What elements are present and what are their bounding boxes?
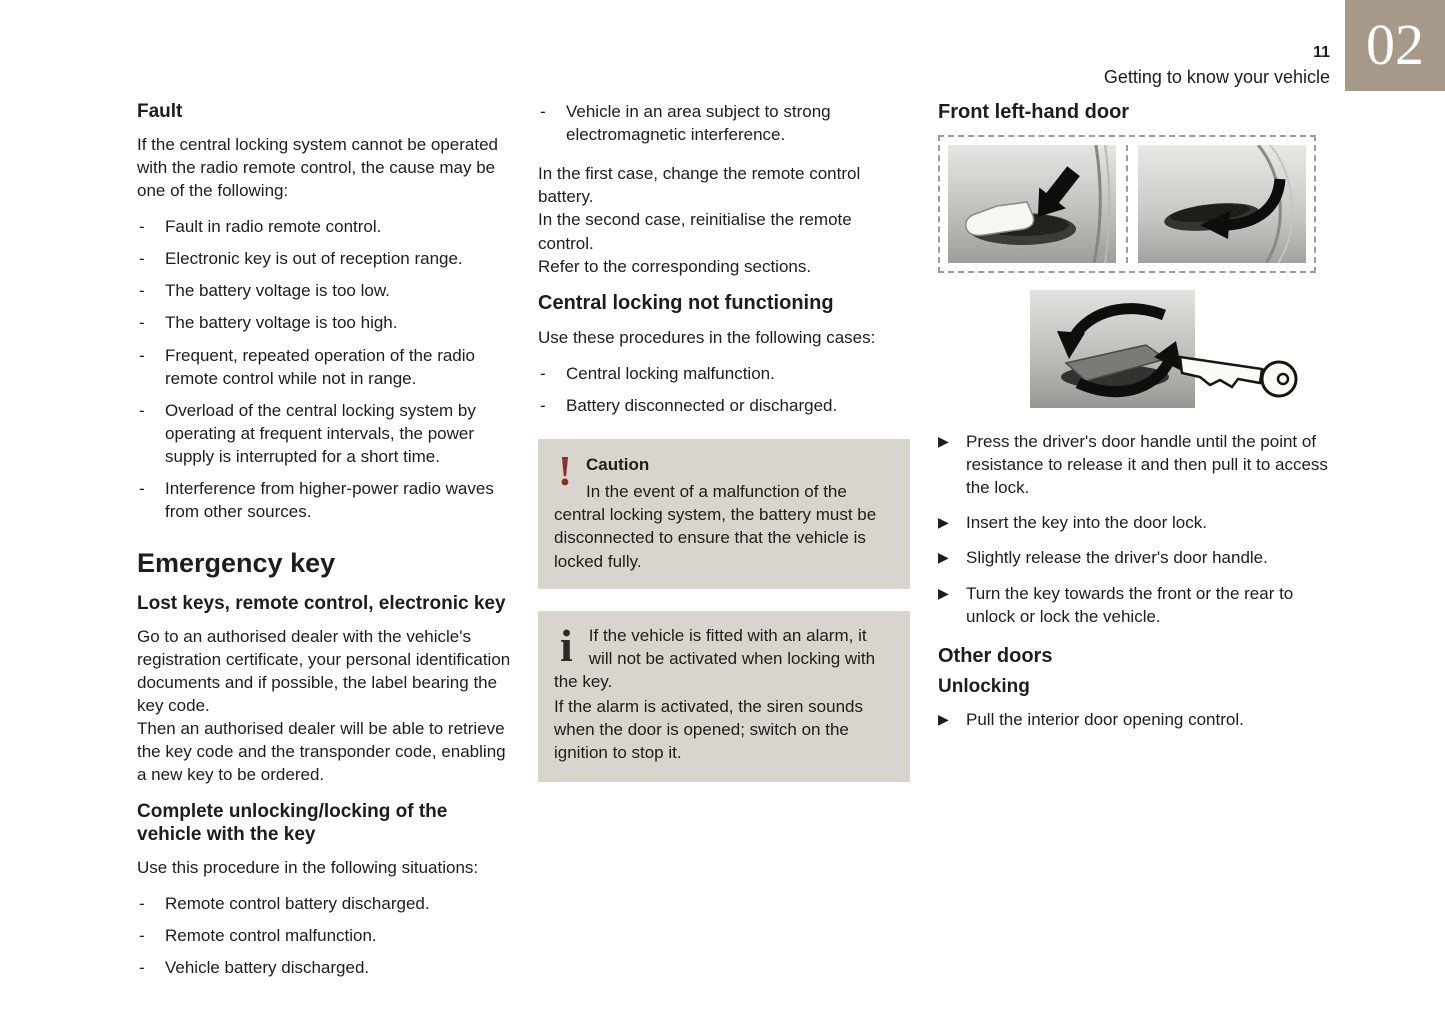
fault-list [137,215,513,523]
remedy-paragraph-1: In the first case, change the remote control battery. [538,164,861,207]
other-doors-heading: Other doors [938,644,1053,667]
caution-title: Caution [586,455,650,475]
door-photos-frame [938,135,1316,273]
press-handle-photo [948,145,1116,263]
complete-unlocking-list [137,892,513,979]
list-item: ▶ Slightly release the driver's door handle. [938,546,1334,569]
chapter-number: 02 [1366,12,1424,78]
caution-text: In the event of a malfunction of the central locking system, the battery must be disconnected to ensure that the vehicle is locked fully. [554,482,877,571]
unlocking-steps [938,708,1334,731]
chapter-tab [1345,0,1445,91]
front-door-steps [938,430,1334,628]
carryover-list [538,100,910,146]
complete-unlocking-intro: Use this procedure in the following situations: [137,858,479,878]
info-box [538,611,910,783]
column-right [938,100,1334,747]
list-item: - Remote control malfunction. [137,924,513,947]
column-middle [538,100,910,782]
list-item: ▶ Pull the interior door opening control. [938,708,1334,731]
page-header-title: Getting to know your vehicle [1103,67,1330,87]
list-item: - Vehicle in an area subject to strong electromagnetic interference. [538,100,910,146]
lost-keys-heading: Lost keys, remote control, electronic key [137,593,506,614]
caution-icon: ! [558,449,572,496]
central-locking-list [538,362,910,417]
list-item: - Central locking malfunction. [538,362,910,385]
list-item: - Battery disconnected or discharged. [538,394,910,417]
caution-box [538,439,910,589]
list-item: - Frequent, repeated operation of the radio remote control while not in range. [137,344,513,390]
page-number: 11 [1313,44,1330,61]
fault-heading: Fault [137,101,183,122]
remedy-paragraph-3: Refer to the corresponding sections. [538,256,812,276]
lost-keys-paragraph-1: Go to an authorised dealer with the vehicle's registration certificate, your personal identification documents and if possible, the label bearing the key code. [137,626,511,716]
unlocking-heading: Unlocking [938,675,1030,697]
pull-handle-photo [1126,145,1306,263]
list-item: - Fault in radio remote control. [137,215,513,238]
remedy-paragraph-2: In the second case, reinitialise the remote control. [538,210,852,253]
list-item: - The battery voltage is too high. [137,311,513,334]
fault-intro: If the central locking system cannot be operated with the radio remote control, the cause may be one of the following: [137,134,498,200]
list-item: ▶ Insert the key into the door lock. [938,511,1334,534]
info-paragraph-1: If the vehicle is fitted with an alarm, it will not be activated when locking with the key. [554,625,876,691]
complete-unlocking-heading: Complete unlocking/locking of the vehicle with the key [137,800,448,846]
turn-key-photo [1030,287,1334,412]
list-item: - Vehicle battery discharged. [137,956,513,979]
lost-keys-paragraph-2: Then an authorised dealer will be able to retrieve the key code and the transponder code, enabling a new key to be ordered. [137,719,506,785]
list-item: - Remote control battery discharged. [137,892,513,915]
info-icon: i [560,619,573,671]
list-item: - The battery voltage is too low. [137,279,513,302]
list-item: ▶ Press the driver's door handle until the point of resistance to release it and then pull it to access the lock. [938,430,1334,499]
central-locking-heading: Central locking not functioning [538,291,834,314]
list-item: ▶ Turn the key towards the front or the rear to unlock or lock the vehicle. [938,582,1334,628]
info-paragraph-2: If the alarm is activated, the siren sounds when the door is opened; switch on the ignition to stop it. [554,696,863,763]
column-left [137,100,513,995]
list-item: - Interference from higher-power radio waves from other sources. [137,477,513,523]
front-door-heading: Front left-hand door [938,101,1130,123]
list-item: - Overload of the central locking system by operating at frequent intervals, the power supply is interrupted for a short time. [137,399,513,468]
emergency-key-heading: Emergency key [137,548,336,579]
central-locking-intro: Use these procedures in the following cases: [538,327,876,347]
list-item: - Electronic key is out of reception range. [137,247,513,270]
